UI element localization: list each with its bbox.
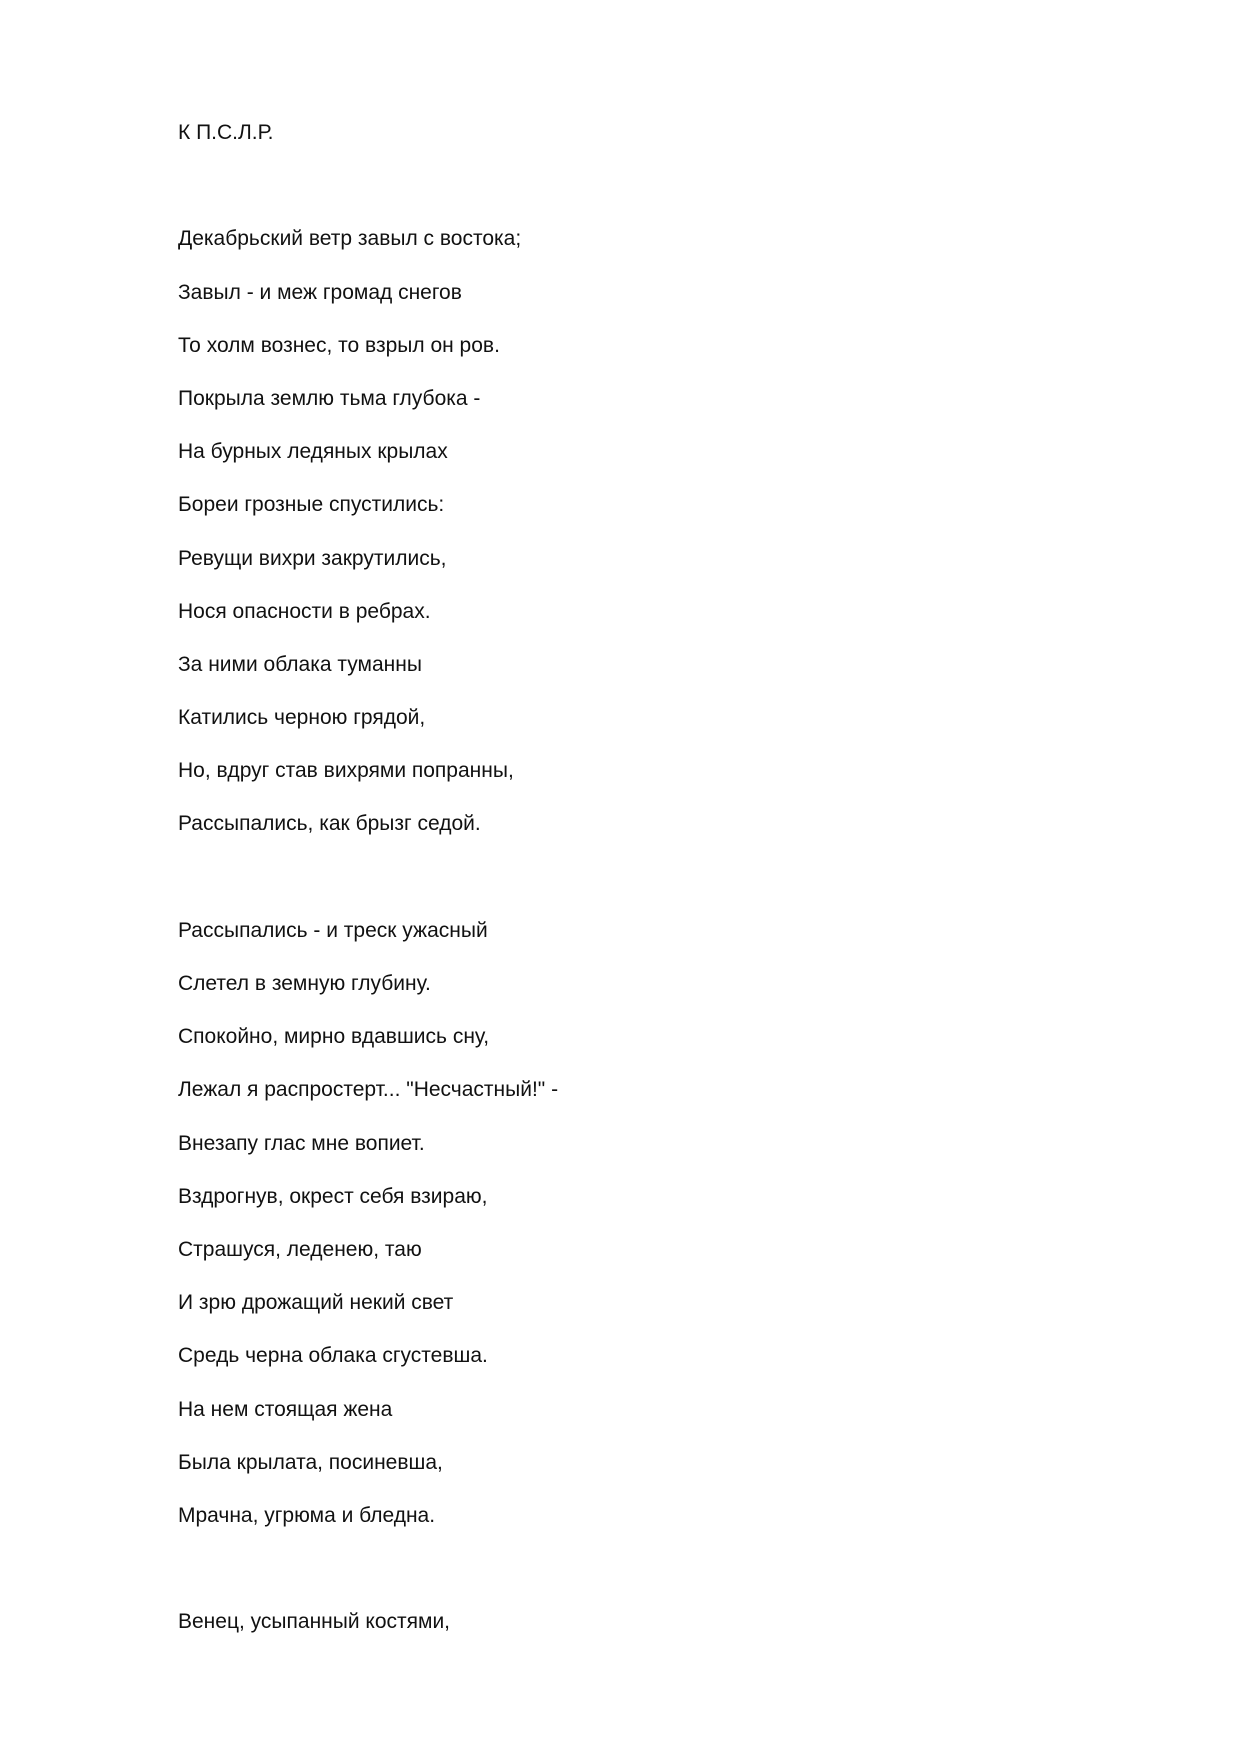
poem-line: И зрю дрожащий некий свет — [178, 1291, 454, 1315]
poem-line: Рассыпались, как брызг седой. — [178, 812, 481, 836]
stanza-2 — [178, 910, 1178, 1548]
poem-line: Покрыла землю тьма глубока - — [178, 386, 481, 410]
poem-title: К П.С.Л.Р. — [178, 121, 274, 144]
poem-line: Вздрогнув, окрест себя взираю, — [178, 1184, 488, 1208]
poem-line: На бурных ледяных крылах — [178, 440, 448, 464]
poem-line: Декабрьский ветр завыл с востока; — [178, 227, 522, 251]
poem-line: Страшуся, леденею, таю — [178, 1237, 422, 1261]
poem-line: Нося опасности в ребрах. — [178, 599, 431, 623]
poem-line: За ними облака туманны — [178, 652, 422, 676]
stanza-gap — [178, 1548, 1178, 1601]
poem-line: Мрачна, угрюма и бледна. — [178, 1503, 436, 1527]
poem-line: Была крылата, посиневша, — [178, 1450, 443, 1474]
poem-line: Катились черною грядой, — [178, 706, 426, 730]
poem-line: То холм вознес, то взрыл он ров. — [178, 333, 500, 357]
poem-text — [178, 112, 1178, 1654]
stanza-3 — [178, 1601, 1178, 1654]
poem-line: Слетел в земную глубину. — [178, 972, 431, 995]
stanza-gap — [178, 857, 1178, 910]
poem-line: Рассыпались - и треск ужасный — [178, 918, 488, 942]
poem-line: Бореи грозные спустились: — [178, 493, 445, 517]
poem-line: Спокойно, мирно вдавшись сну, — [178, 1025, 490, 1049]
poem-line: Венец, усыпанный костями, — [178, 1610, 451, 1634]
stanza-gap — [178, 165, 1178, 218]
poem-line: Лежал я распростерт... "Несчастный!" - — [178, 1078, 559, 1102]
poem-line: Но, вдруг став вихрями попранны, — [178, 759, 514, 783]
poem-line: Ревущи вихри закрутились, — [178, 546, 447, 570]
poem-line: Средь черна облака сгустевша. — [178, 1344, 488, 1368]
poem-line: На нем стоящая жена — [178, 1397, 393, 1421]
poem-line: Завыл - и меж громад снегов — [178, 280, 462, 304]
stanza-1 — [178, 218, 1178, 856]
poem-line: Внезапу глас мне вопиет. — [178, 1131, 425, 1155]
